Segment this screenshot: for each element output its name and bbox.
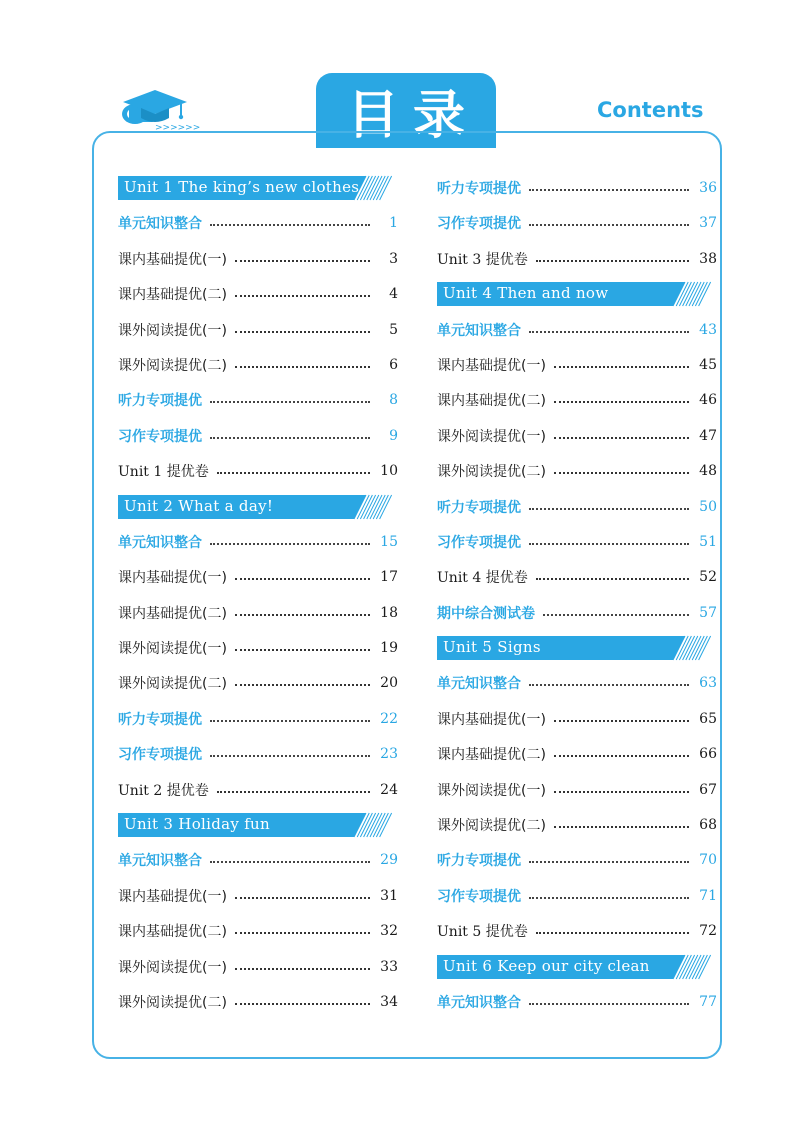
toc-entry-title: 课内基础提优(一) [118,251,227,268]
toc-entry-page: 46 [699,392,717,409]
dot-leader [554,720,689,722]
toc-entry-page: 57 [699,604,717,621]
toc-entry-page: 38 [699,250,717,267]
unit-heading-label: Unit 3 Holiday fun [124,815,270,834]
toc-right-column [437,176,717,1025]
dot-leader [210,755,370,757]
toc-entry[interactable] [118,318,398,342]
toc-entry[interactable] [437,742,717,766]
page-title: 目录 [346,86,479,146]
dot-leader [210,861,370,863]
toc-entry[interactable] [437,247,717,271]
toc-entry-title: 课外阅读提优(二) [118,676,227,693]
toc-entry[interactable] [118,707,398,731]
toc-entry-title: 习作专项提优 [437,216,521,233]
toc-entry-page: 67 [699,781,717,798]
toc-entry[interactable] [437,813,717,837]
unit-heading [118,813,398,837]
toc-entry[interactable] [437,671,717,695]
toc-entry-title: 课外阅读提优(一) [437,428,546,445]
toc-entry-title: 习作专项提优 [118,428,202,445]
dot-leader [554,472,689,474]
toc-entry[interactable] [118,919,398,943]
toc-entry[interactable] [118,990,398,1014]
toc-entry[interactable] [118,211,398,235]
toc-entry-title: Unit 3 提优卷 [437,251,528,268]
toc-entry[interactable] [437,176,717,200]
toc-entry-title: 课内基础提优(一) [437,357,546,374]
contents-label: Contents [597,98,704,122]
toc-entry[interactable] [118,282,398,306]
unit-heading-label: Unit 1 The king’s new clothes [124,178,360,196]
unit-heading [118,176,398,200]
toc-entry-title: 课外阅读提优(二) [437,818,546,835]
toc-entry[interactable] [118,636,398,660]
toc-entry[interactable] [437,884,717,908]
toc-entry[interactable] [118,424,398,448]
toc-entry-title: 习作专项提优 [118,747,202,764]
toc-entry-title: 单元知识整合 [118,534,202,551]
toc-entry-title: 期中综合测试卷 [437,605,535,622]
toc-entry[interactable] [437,495,717,519]
toc-entry-title: 课内基础提优(一) [118,570,227,587]
toc-entry-title: 课外阅读提优(二) [118,357,227,374]
toc-entry-page: 47 [699,427,717,444]
dot-leader [554,366,689,368]
dot-leader [235,968,370,970]
dot-leader [235,649,370,651]
toc-entry[interactable] [437,530,717,554]
toc-entry-title: 课内基础提优(二) [437,747,546,764]
toc-entry-title: 课内基础提优(二) [118,605,227,622]
toc-entry-title: 课内基础提优(一) [118,888,227,905]
toc-entry-page: 22 [380,710,398,727]
dot-leader [536,932,689,934]
graduation-cap-logo-icon [115,84,201,133]
toc-entry-page: 31 [380,887,398,904]
toc-entry-page: 1 [389,215,398,232]
unit-heading-label: Unit 5 Signs [443,638,541,657]
toc-entry[interactable] [118,459,398,483]
toc-entry[interactable] [118,247,398,271]
dot-leader [217,472,370,474]
dot-leader [235,1003,370,1005]
toc-entry-title: 课内基础提优(一) [437,711,546,728]
toc-entry-page: 18 [380,604,398,621]
toc-entry-page: 45 [699,356,717,373]
toc-entry-page: 37 [699,215,717,232]
toc-left-column [118,176,398,1025]
toc-entry-page: 48 [699,463,717,480]
toc-entry[interactable] [437,848,717,872]
toc-entry[interactable] [437,601,717,625]
toc-entry-title: 课外阅读提优(二) [118,994,227,1011]
toc-entry[interactable] [118,388,398,412]
toc-entry-title: 课外阅读提优(一) [437,782,546,799]
dot-leader [235,366,370,368]
toc-entry-title: 课内基础提优(二) [437,393,546,410]
toc-entry-page: 65 [699,710,717,727]
toc-entry-page: 33 [380,958,398,975]
dot-leader [235,295,370,297]
toc-entry-page: 10 [380,463,398,480]
toc-entry-page: 70 [699,852,717,869]
toc-entry-title: Unit 2 提优卷 [118,782,209,799]
toc-entry-page: 20 [380,675,398,692]
toc-entry-title: 课外阅读提优(一) [118,322,227,339]
dot-leader [554,401,689,403]
toc-entry-page: 29 [380,852,398,869]
toc-entry[interactable] [118,530,398,554]
toc-entry[interactable] [118,848,398,872]
toc-entry[interactable] [437,707,717,731]
dot-leader [210,543,370,545]
toc-entry-title: 单元知识整合 [437,676,521,693]
toc-entry-page: 32 [380,923,398,940]
dot-leader [210,720,370,722]
toc-entry[interactable] [118,742,398,766]
dot-leader [210,401,370,403]
dot-leader [529,331,689,333]
toc-entry-page: 71 [699,887,717,904]
toc-entry-title: 听力专项提优 [437,181,521,197]
toc-entry-title: 课外阅读提优(一) [118,959,227,976]
dot-leader [210,224,370,226]
dot-leader [217,791,370,793]
toc-entry[interactable] [437,318,717,342]
toc-entry-title: 习作专项提优 [437,534,521,551]
dot-leader [529,1003,689,1005]
toc-entry-page: 66 [699,746,717,763]
svg-text:>>>>>>: >>>>>> [155,123,201,133]
unit-heading [437,282,717,306]
toc-entry[interactable] [118,565,398,589]
dot-leader [529,543,689,545]
toc-entry-title: 单元知识整合 [437,994,521,1011]
toc-entry-title: 听力专项提优 [118,711,202,728]
toc-entry-page: 5 [389,321,398,338]
toc-entry[interactable] [118,671,398,695]
toc-entry-title: 课内基础提优(二) [118,924,227,941]
toc-entry[interactable] [437,353,717,377]
toc-entry-page: 50 [699,498,717,515]
toc-entry[interactable] [437,459,717,483]
unit-heading-label: Unit 6 Keep our city clean [443,956,650,975]
dot-leader [554,826,689,828]
toc-entry-title: 听力专项提优 [437,853,521,870]
toc-entry-page: 8 [389,392,398,409]
toc-entry[interactable] [437,778,717,802]
toc-entry-title: 听力专项提优 [118,393,202,410]
toc-entry[interactable] [437,990,717,1014]
toc-entry-page: 19 [380,640,398,657]
dot-leader [235,932,370,934]
toc-entry-page: 77 [699,993,717,1010]
toc-entry[interactable] [437,388,717,412]
toc-entry-title: Unit 4 提优卷 [437,570,528,587]
dot-leader [536,578,689,580]
toc-entry-title: 单元知识整合 [118,853,202,870]
unit-heading [437,636,717,660]
toc-entry-title: 课内基础提优(二) [118,287,227,304]
dot-leader [543,614,689,616]
dot-leader [554,437,689,439]
dot-leader [235,897,370,899]
dot-leader [235,684,370,686]
toc-entry-title: 听力专项提优 [437,499,521,516]
toc-entry[interactable] [118,778,398,802]
dot-leader [536,260,689,262]
toc-entry-page: 68 [699,817,717,834]
toc-entry[interactable] [118,884,398,908]
toc-entry-title: 单元知识整合 [118,216,202,233]
dot-leader [554,791,689,793]
unit-heading-label: Unit 4 Then and now [443,284,609,303]
toc-entry-title: 单元知识整合 [437,322,521,339]
toc-entry[interactable] [118,955,398,979]
unit-heading [118,495,398,519]
toc-entry-page: 43 [699,321,717,338]
toc-entry[interactable] [437,424,717,448]
toc-entry-page: 15 [380,533,398,550]
toc-entry-title: 课外阅读提优(一) [118,641,227,658]
toc-entry-page: 36 [699,180,717,196]
dot-leader [235,578,370,580]
toc-entry[interactable] [437,919,717,943]
dot-leader [529,684,689,686]
dot-leader [529,861,689,863]
toc-entry-page: 9 [389,427,398,444]
toc-entry-page: 24 [380,781,398,798]
toc-entry-page: 52 [699,569,717,586]
toc-entry-page: 4 [389,286,398,303]
toc-entry-page: 23 [380,746,398,763]
dot-leader [235,614,370,616]
toc-entry-page: 72 [699,923,717,940]
toc-entry[interactable] [118,353,398,377]
dot-leader [529,897,689,899]
toc-entry-page: 34 [380,993,398,1010]
dot-leader [235,331,370,333]
unit-heading-label: Unit 2 What a day! [124,496,274,515]
dot-leader [210,437,370,439]
toc-entry-page: 6 [389,356,398,373]
dot-leader [529,224,689,226]
dot-leader [529,189,689,191]
toc-entry[interactable] [437,565,717,589]
dot-leader [235,260,370,262]
toc-entry[interactable] [437,211,717,235]
toc-entry-title: 课外阅读提优(二) [437,464,546,481]
dot-leader [529,508,689,510]
toc-entry-title: Unit 5 提优卷 [437,924,528,941]
toc-entry[interactable] [118,601,398,625]
toc-entry-title: Unit 1 提优卷 [118,464,209,481]
toc-entry-page: 51 [699,533,717,550]
toc-entry-page: 17 [380,569,398,586]
toc-entry-title: 习作专项提优 [437,888,521,905]
unit-heading [437,955,717,979]
toc-entry-page: 63 [699,675,717,692]
dot-leader [554,755,689,757]
toc-entry-page: 3 [389,250,398,267]
